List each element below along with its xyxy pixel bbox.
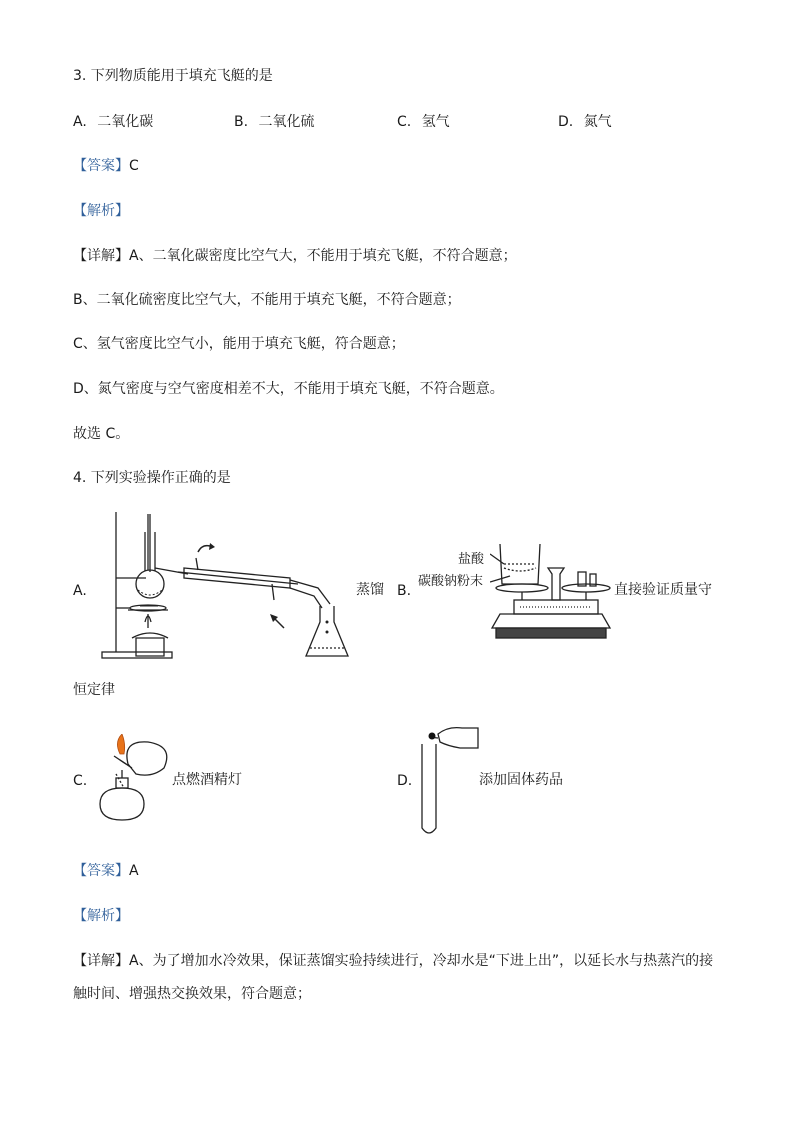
answer-value: A	[129, 863, 139, 879]
q3-option-b[interactable]	[234, 112, 315, 132]
q3-conclusion: 故选 C。	[73, 426, 130, 442]
q4-option-d-label[interactable]: D.	[397, 773, 413, 789]
q4-detail-line-1	[73, 951, 713, 971]
option-text: 二氧化硫	[258, 114, 315, 130]
detail-tag: 【详解】	[73, 248, 129, 264]
q4-stem: 4. 下列实验操作正确的是	[73, 470, 231, 486]
option-text: 氢气	[421, 114, 450, 130]
balance-figure	[490, 540, 612, 642]
detail-tag: 【详解】	[73, 953, 129, 969]
sodium-carbonate-label: 碳酸钠粉末	[418, 574, 484, 589]
q3-detail-line-2: B、二氧化硫密度比空气大，不能用于填充飞艇，不符合题意；	[73, 292, 461, 308]
distillation-apparatus-figure	[98, 510, 354, 666]
q4-detail-line-2: 触时间、增强热交换效果，符合题意；	[73, 986, 311, 1002]
q4-option-d-caption: 添加固体药品	[479, 772, 563, 788]
q3-detail-line-1	[73, 246, 517, 266]
analysis-tag: 【解析】	[73, 203, 129, 219]
q4-option-a-label[interactable]: A.	[73, 583, 87, 599]
hydrochloric-acid-label: 盐酸	[458, 552, 485, 567]
option-label: A.	[73, 114, 87, 130]
option-label: D.	[558, 114, 574, 130]
answer-value: C	[129, 158, 139, 174]
q3-detail-line-3: C、氢气密度比空气小，能用于填充飞艇，符合题意；	[73, 336, 405, 352]
test-tube-figure	[414, 724, 480, 840]
q3-stem: 3. 下列物质能用于填充飞艇的是	[73, 68, 273, 84]
q4-analysis-heading	[73, 906, 129, 926]
q4-option-b-caption-cont: 恒定律	[73, 682, 115, 698]
q3-option-c[interactable]	[397, 112, 450, 132]
q3-option-a[interactable]	[73, 112, 153, 132]
q4-option-b-caption: 直接验证质量守	[614, 582, 712, 598]
answer-tag: 【答案】	[73, 158, 129, 174]
q4-option-a-caption: 蒸馏	[356, 582, 384, 598]
option-text: 氮气	[583, 114, 612, 130]
option-text: 二氧化碳	[97, 114, 154, 130]
option-label: B.	[234, 114, 249, 130]
q3-analysis-heading	[73, 201, 129, 221]
option-label: C.	[397, 114, 412, 130]
answer-tag: 【答案】	[73, 863, 129, 879]
q4-option-c-label[interactable]: C.	[73, 773, 88, 789]
q3-answer	[73, 156, 139, 176]
alcohol-lamp-figure	[92, 734, 174, 824]
detail-text: A、二氧化碳密度比空气大，不能用于填充飞艇，不符合题意；	[129, 248, 517, 264]
analysis-tag: 【解析】	[73, 908, 129, 924]
q3-detail-line-4: D、氮气密度与空气密度相差不大，不能用于填充飞艇，不符合题意。	[73, 381, 504, 397]
detail-text: A、为了增加水冷效果，保证蒸馏实验持续进行，冷却水是“下进上出”，以延长水与热蒸汽的接	[129, 953, 714, 969]
q4-option-b-label[interactable]: B.	[397, 583, 412, 599]
q4-option-c-caption: 点燃酒精灯	[172, 772, 242, 788]
q3-option-d[interactable]	[558, 112, 612, 132]
q4-answer	[73, 861, 139, 881]
